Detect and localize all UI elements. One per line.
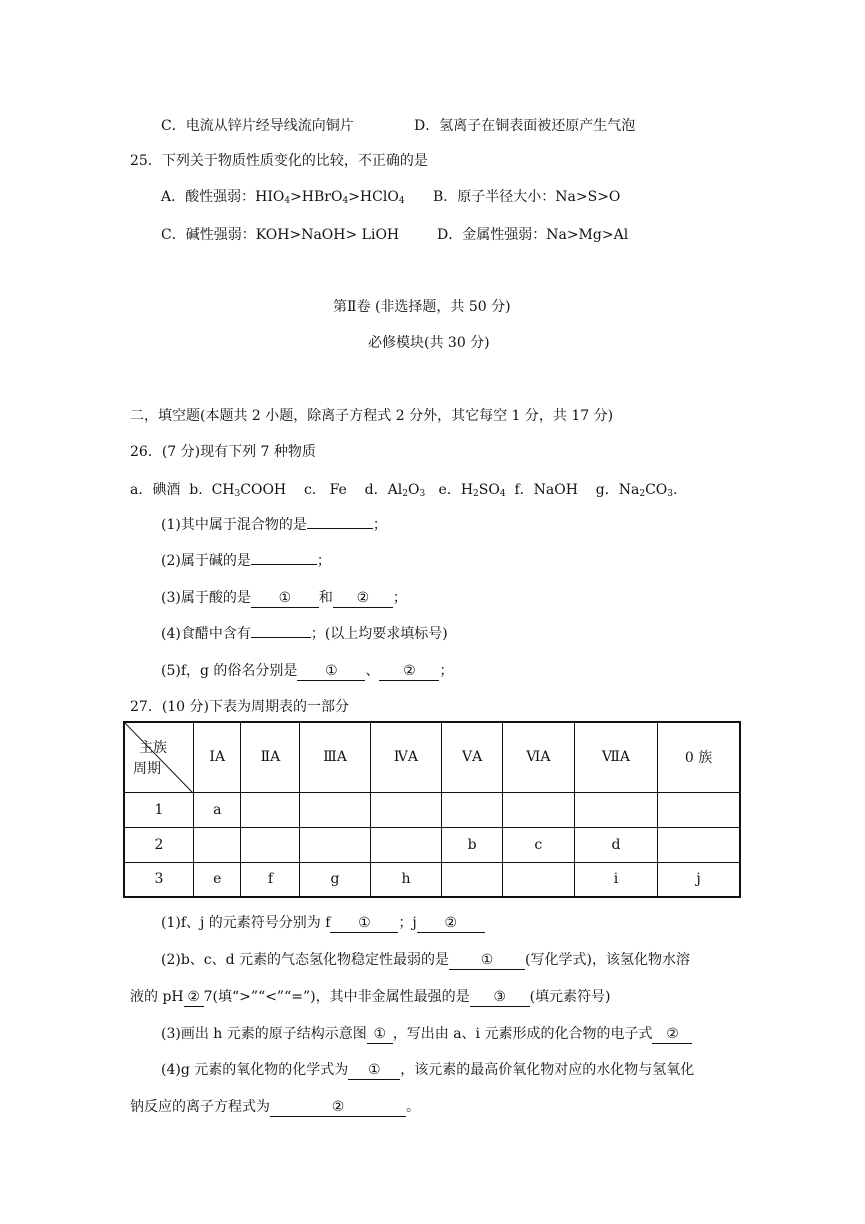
header-group: ⅠA [194,722,241,792]
element-cell [502,862,574,897]
q25-option-d: D．金属性强弱：Na>Mg>Al [437,227,629,243]
answer-blank[interactable]: ③ [470,988,530,1007]
answer-blank[interactable]: ② [333,589,393,608]
answer-blank[interactable]: ② [184,988,204,1007]
element-cell [658,827,740,862]
period-cell: 3 [124,862,194,897]
q26-part3: (3)属于酸的是 ① 和 ② ； [161,590,407,606]
q25-option-a: A．酸性强弱：$HIO_4>HBrO_4>HClO_4$ [161,189,405,206]
answer-blank[interactable] [251,637,311,638]
answer-blank[interactable]: ② [417,914,485,933]
table-corner-cell [124,722,194,792]
answer-blank[interactable]: ① [251,589,319,608]
element-cell [370,827,442,862]
q27-part2-line1: (2)b、c、d 元素的气态氢化物稳定性最弱的是 ① (写化学式)，该氢化物水溶 [161,952,690,968]
header-group: ⅦA [574,722,657,792]
element-cell: h [370,862,442,897]
header-group: ⅢA [300,722,370,792]
element-cell: b [442,827,503,862]
corner-label-period: 周期 [133,760,161,777]
element-cell [300,827,370,862]
answer-blank[interactable]: ② [652,1025,692,1044]
answer-blank[interactable]: ① [367,1025,393,1044]
header-group: ⅥA [502,722,574,792]
section-subtitle: 必修模块(共 30 分) [368,335,490,351]
q27-part3: (3)画出 h 元素的原子结构示意图 ① ，写出由 a、i 元素形成的化合物的电子式 ② [161,1024,692,1044]
q24-option-d: D．氢离子在铜表面被还原产生气泡 [414,118,636,134]
q26-stem: 26．(7 分)现有下列 7 种物质 [130,444,316,460]
element-cell [370,792,442,827]
q26-part2: (2)属于碱的是 ； [161,553,331,569]
table-header-row [124,722,740,792]
period-cell: 2 [124,827,194,862]
element-cell: d [574,827,657,862]
answer-blank[interactable]: ② [270,1098,406,1117]
header-group: ⅡA [241,722,300,792]
table-row [124,862,740,897]
q26-part4: (4)食醋中含有 ；(以上均要求填标号) [161,626,448,642]
element-cell: e [194,862,241,897]
answer-blank[interactable] [251,564,317,565]
periodic-table [123,721,741,898]
q24-option-c: C．电流从锌片经导线流向铜片 [161,118,354,134]
element-cell [442,862,503,897]
element-cell [442,792,503,827]
element-cell: f [241,862,300,897]
table-row [124,792,740,827]
q25-option-b: B．原子半径大小：Na>S>O [433,189,621,205]
table-row [124,827,740,862]
element-cell: g [300,862,370,897]
q26-part1: (1)其中属于混合物的是 ； [161,517,387,533]
header-group: ⅣA [370,722,442,792]
element-cell [194,827,241,862]
q26-substance-list: a．碘酒 b. $CH_3COOH$ c. Fe d．$Al_2O_3$ e．$H_2SO_4$ f．NaOH g．$Na_2CO_3$. [130,482,678,499]
corner-label-group: 主族 [139,740,167,756]
answer-blank[interactable]: ① [330,914,398,933]
element-cell [300,792,370,827]
element-cell [574,792,657,827]
element-cell [241,827,300,862]
answer-blank[interactable]: ② [379,662,439,681]
answer-blank[interactable] [307,528,373,529]
q27-part2-line2: 液的 pH ② 7(填“>”“<”“=”)，其中非金属性最强的是 ③ (填元素符号) [130,989,611,1005]
element-cell [502,792,574,827]
q27-part4-line2: 钠反应的离子方程式为 ② 。 [130,1099,420,1115]
answer-blank[interactable]: ① [348,1061,400,1080]
element-cell: c [502,827,574,862]
element-cell: i [574,862,657,897]
element-cell: a [194,792,241,827]
period-cell: 1 [124,792,194,827]
answer-blank[interactable]: ① [297,662,365,681]
header-group: 0 族 [658,722,740,792]
q27-part1: (1)f、j 的元素符号分别为 f ① ；j ② [161,913,485,933]
q25-option-c: C．碱性强弱：KOH>NaOH> LiOH [161,227,400,243]
q27-stem: 27．(10 分)下表为周期表的一部分 [130,699,350,715]
header-group: ⅤA [442,722,503,792]
element-cell [658,792,740,827]
element-cell [241,792,300,827]
q27-part4-line1: (4)g 元素的氧化物的化学式为 ① ，该元素的最高价氧化物对应的水化物与氢氧化 [161,1062,695,1078]
q26-part5: (5)f，g 的俗名分别是 ① 、 ② ； [161,663,454,679]
answer-blank[interactable]: ① [449,951,525,970]
q25-stem: 25．下列关于物质性质变化的比较，不正确的是 [130,153,428,169]
element-cell: j [658,862,740,897]
section-title: 第Ⅱ卷 (非选择题，共 50 分) [333,299,511,315]
part2-heading: 二，填空题(本题共 2 小题，除离子方程式 2 分外，其它每空 1 分，共 17 分) [130,408,614,424]
